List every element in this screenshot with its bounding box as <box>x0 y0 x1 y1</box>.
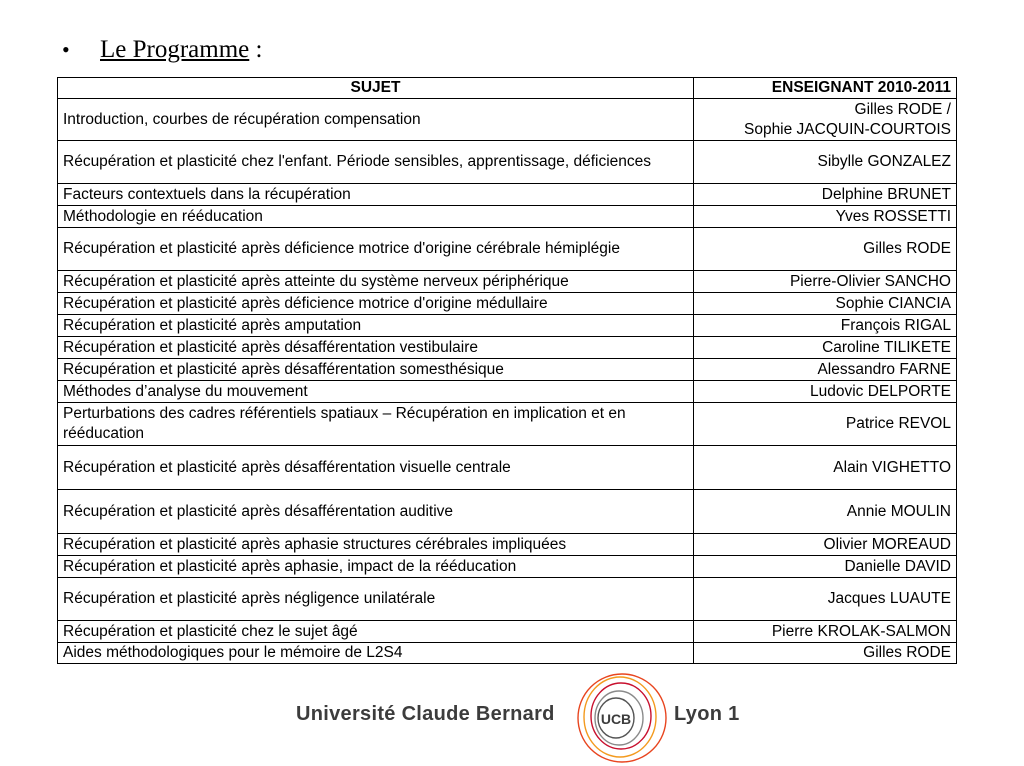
teacher-cell: Delphine BRUNET <box>694 184 957 206</box>
title-suffix: : <box>249 36 263 63</box>
table-row <box>58 293 957 315</box>
subject-cell: Récupération et plasticité après déficience motrice d'origine cérébrale hémiplégie <box>58 228 694 271</box>
table-row <box>58 271 957 293</box>
subject-cell: Récupération et plasticité chez l'enfant. Période sensibles, apprentissage, déficiences <box>58 141 694 184</box>
table-row <box>58 643 957 664</box>
subject-cell: Récupération et plasticité après déficience motrice d'origine médullaire <box>58 293 694 315</box>
teacher-cell: Caroline TILIKETE <box>694 337 957 359</box>
program-table <box>57 77 957 664</box>
teacher-cell: Patrice REVOL <box>694 403 957 446</box>
teacher-cell: Yves ROSSETTI <box>694 206 957 228</box>
subject-cell: Aides méthodologiques pour le mémoire de L2S4 <box>58 643 694 664</box>
subject-cell: Récupération et plasticité après aphasie, impact de la rééducation <box>58 556 694 578</box>
table-header-row <box>58 78 957 99</box>
teacher-cell: Jacques LUAUTE <box>694 578 957 621</box>
teacher-cell: Gilles RODE <box>694 228 957 271</box>
subject-cell: Récupération et plasticité après désafférentation visuelle centrale <box>58 446 694 490</box>
subject-cell: Récupération et plasticité chez le sujet âgé <box>58 621 694 643</box>
subject-cell: Perturbations des cadres référentiels spatiaux – Récupération en implication et en rééducation <box>58 403 694 446</box>
table-row <box>58 578 957 621</box>
teacher-cell: Pierre-Olivier SANCHO <box>694 271 957 293</box>
header-teacher: ENSEIGNANT 2010-2011 <box>694 78 957 99</box>
subject-cell: Récupération et plasticité après désafférentation somesthésique <box>58 359 694 381</box>
teacher-cell: Danielle DAVID <box>694 556 957 578</box>
table-row <box>58 403 957 446</box>
table-row <box>58 621 957 643</box>
teacher-cell: Pierre KROLAK-SALMON <box>694 621 957 643</box>
subject-cell: Récupération et plasticité après négligence unilatérale <box>58 578 694 621</box>
table-row <box>58 337 957 359</box>
teacher-cell: Annie MOULIN <box>694 490 957 534</box>
table-row <box>58 315 957 337</box>
table-row <box>58 359 957 381</box>
teacher-cell: François RIGAL <box>694 315 957 337</box>
table-row <box>58 446 957 490</box>
teacher-cell: Alain VIGHETTO <box>694 446 957 490</box>
subject-cell: Récupération et plasticité après désafférentation auditive <box>58 490 694 534</box>
subject-cell: Récupération et plasticité après amputation <box>58 315 694 337</box>
table-row <box>58 556 957 578</box>
table-row <box>58 381 957 403</box>
university-city: Lyon 1 <box>674 703 740 725</box>
table-row <box>58 228 957 271</box>
subject-cell: Récupération et plasticité après aphasie structures cérébrales impliquées <box>58 534 694 556</box>
subject-cell: Récupération et plasticité après désafférentation vestibulaire <box>58 337 694 359</box>
subject-cell: Introduction, courbes de récupération compensation <box>58 99 694 141</box>
title-text: Le Programme <box>100 36 250 63</box>
teacher-cell: Alessandro FARNE <box>694 359 957 381</box>
subject-cell: Méthodes d’analyse du mouvement <box>58 381 694 403</box>
university-footer <box>290 670 750 766</box>
teacher-cell: Ludovic DELPORTE <box>694 381 957 403</box>
subject-cell: Facteurs contextuels dans la récupération <box>58 184 694 206</box>
bullet-icon: • <box>62 37 70 62</box>
teacher-cell: Olivier MOREAUD <box>694 534 957 556</box>
subject-cell: Récupération et plasticité après atteinte du système nerveux périphérique <box>58 271 694 293</box>
table-row <box>58 206 957 228</box>
table-row <box>58 490 957 534</box>
teacher-cell: Sibylle GONZALEZ <box>694 141 957 184</box>
header-subject: SUJET <box>58 78 694 99</box>
teacher-cell: Sophie CIANCIA <box>694 293 957 315</box>
table-row <box>58 184 957 206</box>
teacher-cell: Gilles RODE <box>694 643 957 664</box>
university-name: Université Claude Bernard <box>296 703 555 725</box>
ucb-logo <box>576 670 676 766</box>
logo-text: UCB <box>600 711 632 727</box>
teacher-cell: Gilles RODE / Sophie JACQUIN-COURTOIS <box>694 99 957 141</box>
table-row <box>58 534 957 556</box>
table-row <box>58 99 957 141</box>
subject-cell: Méthodologie en rééducation <box>58 206 694 228</box>
table-row <box>58 141 957 184</box>
table-body <box>58 99 957 664</box>
slide-title <box>100 32 262 68</box>
